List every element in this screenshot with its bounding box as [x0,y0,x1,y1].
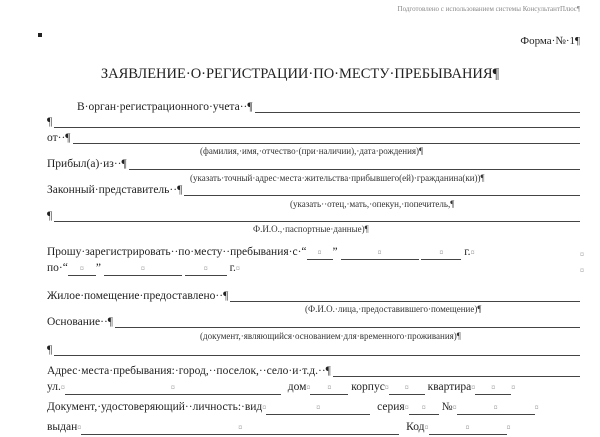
housing-caption: (Ф.И.О.·лица,·предоставившего·помещение)¶ [305,304,482,314]
apartment-input[interactable]: ¤ [475,382,511,395]
organ-line[interactable] [255,102,580,113]
cell-mark: ¤ [306,383,311,392]
rep-line-2[interactable] [47,210,580,222]
street-row [47,381,515,395]
address-field[interactable] [47,365,580,377]
header-note: Подготовлено с использованием системы КонсультантПлюс¶ [397,5,580,13]
basis-caption: (документ,·являющийся·основанием·для·временного·проживания)¶ [200,331,461,341]
cell-mark: ¤ [235,264,240,273]
issued-row [47,421,511,435]
line[interactable] [54,211,580,222]
line[interactable] [54,117,580,128]
cell-mark: ¤ [60,383,65,392]
number-input[interactable]: ¤ [457,402,535,415]
series-label: серия [377,401,405,413]
cell-mark: ¤ [384,383,389,392]
number-label: № [441,401,453,413]
issued-label: выдан [47,421,78,433]
house-label: дом [287,381,307,393]
street-input[interactable]: ¤ [65,382,281,395]
line[interactable] [54,345,580,356]
to-day-input[interactable]: ¤ [68,263,96,276]
issued-input[interactable]: ¤ [81,422,399,435]
rep-caption-2: Ф.И.О.,·паспортные·данные)¶ [253,224,369,234]
request-label: Прошу·зарегистрировать··по·месту··пребывания·с·“ [47,246,307,258]
id-doc-row [47,401,539,415]
housing-field[interactable] [47,290,580,302]
code-label: Код [406,421,425,433]
housing-line[interactable] [230,291,580,302]
from-day-input[interactable]: ¤ [307,247,333,260]
cell-mark: ¤ [511,383,516,392]
organ-field[interactable] [77,101,580,113]
basis-label: Основание··¶ [47,316,113,328]
cell-mark: ¤ [424,423,429,432]
pilcrow: ¶ [47,116,53,128]
arrived-label: Прибыл(а)·из··¶ [47,158,127,170]
cell-mark: ¤ [506,423,511,432]
from-caption: (фамилия,·имя,·отчество·(при·наличии),·дата·рождения)¶ [200,146,424,156]
basis-line-2[interactable] [47,344,580,356]
basis-line[interactable] [115,317,580,328]
arrived-line[interactable] [129,159,580,170]
cell-mark: ¤ [262,403,267,412]
code-input[interactable]: ¤ [429,422,507,435]
pilcrow: ¶ [47,344,53,356]
bullet-marker [38,33,42,37]
from-label: от··¶ [47,132,71,144]
building-label: корпус [351,381,385,393]
to-label: по·“ [47,262,68,274]
year-label: г. [229,262,236,274]
apartment-label: квартира [427,381,472,393]
id-doc-label: Документ,·удостоверяющий··личность:·вид [47,401,263,413]
cell-mark: ¤ [580,266,584,275]
page-title: ЗАЯВЛЕНИЕ·О·РЕГИСТРАЦИИ·ПО·МЕСТУ·ПРЕБЫВАНИЯ¶ [100,66,500,82]
address-line[interactable] [333,366,580,377]
rep-field[interactable] [47,184,580,196]
building-input[interactable]: ¤ [389,382,425,395]
cell-mark: ¤ [404,403,409,412]
cell-mark: ¤ [471,383,476,392]
rep-caption: (указать··отец,·мать,·опекун,·попечитель,¶ [290,199,455,209]
cell-mark: ¤ [534,403,539,412]
request-from-row [47,246,475,260]
quote: ” [95,262,101,274]
from-line[interactable] [73,133,581,144]
cell-mark: ¤ [580,250,584,259]
cell-mark: ¤ [452,403,457,412]
quote: ” [332,246,338,258]
arrived-field[interactable] [47,158,580,170]
address-label: Адрес·места·пребывания:·город,··поселок,··село·и·т.д.··¶ [47,365,331,377]
form-number: Форма·№·1¶ [520,35,580,47]
id-doc-type-input[interactable]: ¤ [266,402,370,415]
from-month-input[interactable]: ¤ [341,247,419,260]
to-month-input[interactable]: ¤ [104,263,182,276]
to-year-input[interactable]: ¤ [185,263,227,276]
cell-mark: ¤ [77,423,82,432]
organ-line-2[interactable] [47,116,580,128]
rep-line[interactable] [184,185,580,196]
organ-label: В·орган·регистрационного·учета··¶ [77,101,253,113]
from-year-input[interactable]: ¤ [421,247,461,260]
street-label: ул. [47,381,61,393]
house-input[interactable]: ¤ [310,382,348,395]
series-input[interactable]: ¤ [409,402,439,415]
rep-label: Законный·представитель··¶ [47,184,183,196]
year-label: г. [464,246,471,258]
from-field[interactable] [47,132,580,144]
pilcrow: ¶ [47,210,53,222]
basis-field[interactable] [47,316,580,328]
cell-mark: ¤ [470,248,475,257]
request-to-row [47,262,240,276]
housing-label: Жилое·помещение·предоставлено··¶ [47,290,229,302]
arrived-caption: (указать·точный·адрес·места·жительства·прибывшего(ей)·гражданина(ки))¶ [190,173,485,183]
